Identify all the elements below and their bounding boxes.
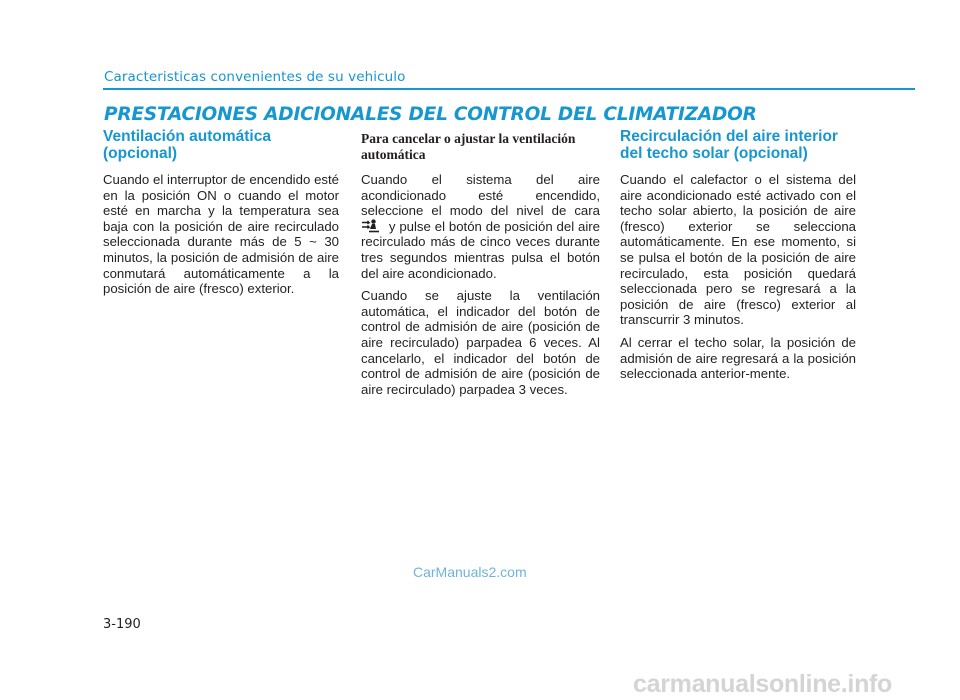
section-header: Caracteristicas convenientes de su vehiculo: [104, 69, 406, 85]
section-title-ventilacion: Ventilación automática (opcional): [103, 128, 271, 162]
column-left: [103, 128, 339, 304]
site-logo: carmanualsonline.info: [633, 670, 893, 698]
paragraph-cancelar-part1: Cuando el sistema del aire acondicionado esté encendido, seleccione el modo del nivel de cara: [361, 172, 600, 219]
paragraph-cancelar: [361, 172, 600, 281]
paragraph-recirculacion-2: Al cerrar el techo solar, la posición de admisión de aire regresará a la posición seleccionada anterior-mente.: [620, 334, 856, 382]
paragraph-recirculacion-1: Cuando el calefactor o el sistema del aire acondicionado esté activado con el techo solar abierto, la posición de aire (fresco) exterior se selecciona automáticamente. En ese momento, si se pulsa el botón de la posición de aire recirculado, esta posición quedará seleccionada pero se regresará a la posición de aire (fresco) exterior al transcurrir 3 minutos.: [620, 172, 856, 328]
paragraph-ajuste: Cuando se ajuste la ventilación automática, el indicador del botón de control de admisión de aire (posición de aire recirculado) parpadea 6 veces. Al cancelarlo, el indicador del botón de control de admisión de aire (posición de aire recirculado) parpadea 3 veces.: [361, 288, 600, 397]
page-title: PRESTACIONES ADICIONALES DEL CONTROL DEL CLIMATIZADOR: [104, 104, 757, 125]
header-divider: [103, 88, 915, 90]
column-middle: [361, 128, 600, 404]
paragraph-ventilacion: Cuando el interruptor de encendido esté en la posición ON o cuando el motor esté en marcha y la temperatura sea baja con la posición de aire recirculado seleccionada durante más de 5 ~ 30 minutos, la posición de admisión de aire conmutará automáticamente a la posición de aire (fresco) exterior.: [103, 172, 339, 297]
face-vent-icon: [361, 219, 381, 233]
section-title-recirculacion: Recirculación del aire interior del techo solar (opcional): [620, 128, 838, 162]
page-number: 3-190: [103, 617, 141, 632]
column-right: [620, 128, 856, 389]
paragraph-cancelar-part2: y pulse el botón de posición del aire recirculado más de cinco veces durante tres segundos mientras pulsa el botón del aire acondicionado.: [361, 218, 600, 281]
subsection-title-cancelar: Para cancelar o ajustar la ventilación automática: [361, 131, 576, 162]
watermark-link[interactable]: CarManuals2.com: [413, 564, 527, 580]
